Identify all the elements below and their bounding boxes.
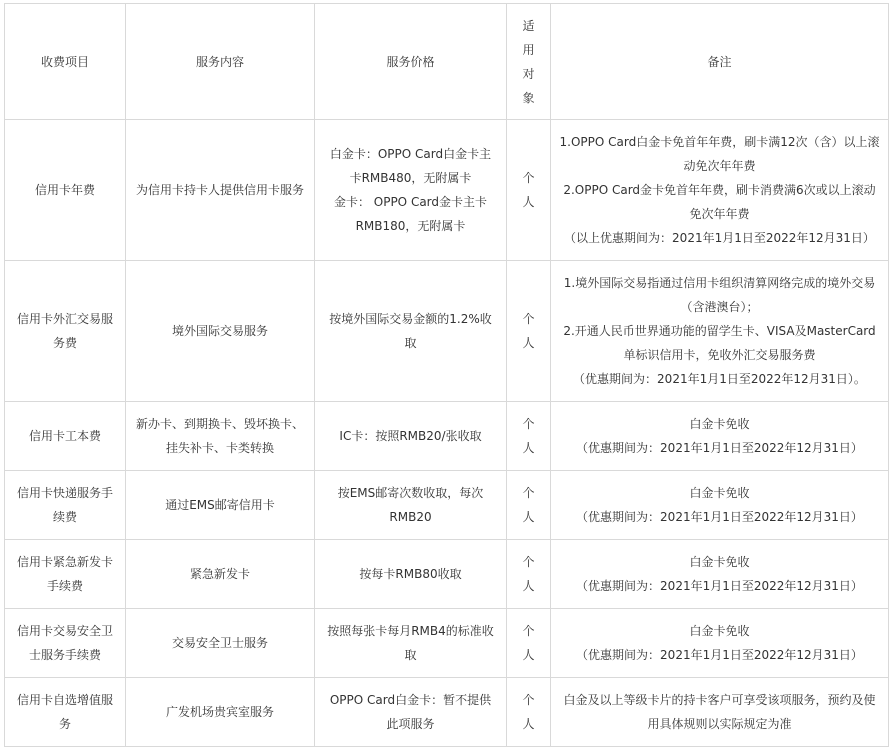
header-service: 服务内容: [126, 4, 315, 120]
service-cell: 新办卡、到期换卡、毁坏换卡、 挂失补卡、卡类转换: [126, 402, 315, 471]
fee-item-cell: 信用卡工本费: [5, 402, 126, 471]
service-cell: 交易安全卫士服务: [126, 609, 315, 678]
notes-list: [559, 130, 880, 250]
service-cell: 紧急新发卡: [126, 540, 315, 609]
notes-list: [559, 550, 880, 598]
target-cell: 个 人: [507, 120, 551, 261]
notes-cell: [551, 402, 889, 471]
target-cell: 个 人: [507, 471, 551, 540]
note-line: 白金卡免收: [689, 555, 750, 569]
target-cell: 个 人: [507, 678, 551, 747]
service-cell: 境外国际交易服务: [126, 261, 315, 402]
notes-cell: [551, 471, 889, 540]
note-line: （以上优惠期间为：2021年1月1日至2022年12月31日）: [564, 231, 875, 245]
note-line: （优惠期间为：2021年1月1日至2022年12月31日）: [576, 510, 863, 524]
price-cell: 按每卡RMB80收取: [315, 540, 507, 609]
header-price: 服务价格: [315, 4, 507, 120]
service-cell: 广发机场贵宾室服务: [126, 678, 315, 747]
note-line: （优惠期间为：2021年1月1日至2022年12月31日）: [576, 648, 863, 662]
service-cell: 为信用卡持卡人提供信用卡服务: [126, 120, 315, 261]
table-row: [5, 678, 889, 747]
notes-list: [559, 688, 880, 736]
price-cell: 按境外国际交易金额的1.2%收 取: [315, 261, 507, 402]
header-item: 收费项目: [5, 4, 126, 120]
notes-cell: [551, 678, 889, 747]
table-row: [5, 402, 889, 471]
notes-cell: [551, 120, 889, 261]
table-row: [5, 261, 889, 402]
target-cell: 个 人: [507, 261, 551, 402]
fee-item-cell: 信用卡紧急新发卡 手续费: [5, 540, 126, 609]
note-line: 白金卡免收: [689, 624, 750, 638]
header-notes: 备注: [551, 4, 889, 120]
price-cell: IC卡：按照RMB20/张收取: [315, 402, 507, 471]
fee-table: [4, 3, 889, 747]
notes-list: [559, 412, 880, 460]
price-cell: 按EMS邮寄次数收取，每次 RMB20: [315, 471, 507, 540]
target-cell: 个 人: [507, 609, 551, 678]
table-row: [5, 471, 889, 540]
table-row: [5, 540, 889, 609]
fee-item-cell: 信用卡年费: [5, 120, 126, 261]
fee-item-cell: 信用卡自选增值服 务: [5, 678, 126, 747]
price-cell: 白金卡：OPPO Card白金卡主 卡RMB480，无附属卡 金卡： OPPO Card金卡主卡 RMB180，无附属卡: [315, 120, 507, 261]
header-target: 适 用 对 象: [507, 4, 551, 120]
note-line: 2.开通人民币世界通功能的留学生卡、VISA及MasterCard单标识信用卡，免收外汇交易服务费: [563, 324, 876, 362]
notes-cell: [551, 609, 889, 678]
note-line: （优惠期间为：2021年1月1日至2022年12月31日）: [576, 579, 863, 593]
note-line: 2.OPPO Card金卡免首年年费，刷卡消费满6次或以上滚动免次年年费: [563, 183, 876, 221]
table-row: [5, 609, 889, 678]
fee-item-cell: 信用卡快递服务手 续费: [5, 471, 126, 540]
notes-cell: [551, 261, 889, 402]
target-cell: 个 人: [507, 402, 551, 471]
note-line: 白金卡免收: [689, 486, 750, 500]
table-row: [5, 120, 889, 261]
notes-list: [559, 619, 880, 667]
note-line: 白金及以上等级卡片的持卡客户可享受该项服务，预约及使用具体规则以实际规定为准: [563, 693, 876, 731]
header-row: [5, 4, 889, 120]
target-cell: 个 人: [507, 540, 551, 609]
note-line: （优惠期间为：2021年1月1日至2022年12月31日）: [576, 441, 863, 455]
fee-item-cell: 信用卡交易安全卫 士服务手续费: [5, 609, 126, 678]
fee-item-cell: 信用卡外汇交易服 务费: [5, 261, 126, 402]
notes-list: [559, 271, 880, 391]
note-line: 1.境外国际交易指通过信用卡组织清算网络完成的境外交易（含港澳台）；: [563, 276, 876, 314]
price-cell: OPPO Card白金卡：暂不提供 此项服务: [315, 678, 507, 747]
note-line: 白金卡免收: [689, 417, 750, 431]
note-line: （优惠期间为：2021年1月1日至2022年12月31日）。: [573, 372, 866, 386]
service-cell: 通过EMS邮寄信用卡: [126, 471, 315, 540]
notes-cell: [551, 540, 889, 609]
price-cell: 按照每张卡每月RMB4的标准收 取: [315, 609, 507, 678]
notes-list: [559, 481, 880, 529]
note-line: 1.OPPO Card白金卡免首年年费，刷卡满12次（含）以上滚动免次年年费: [559, 135, 880, 173]
